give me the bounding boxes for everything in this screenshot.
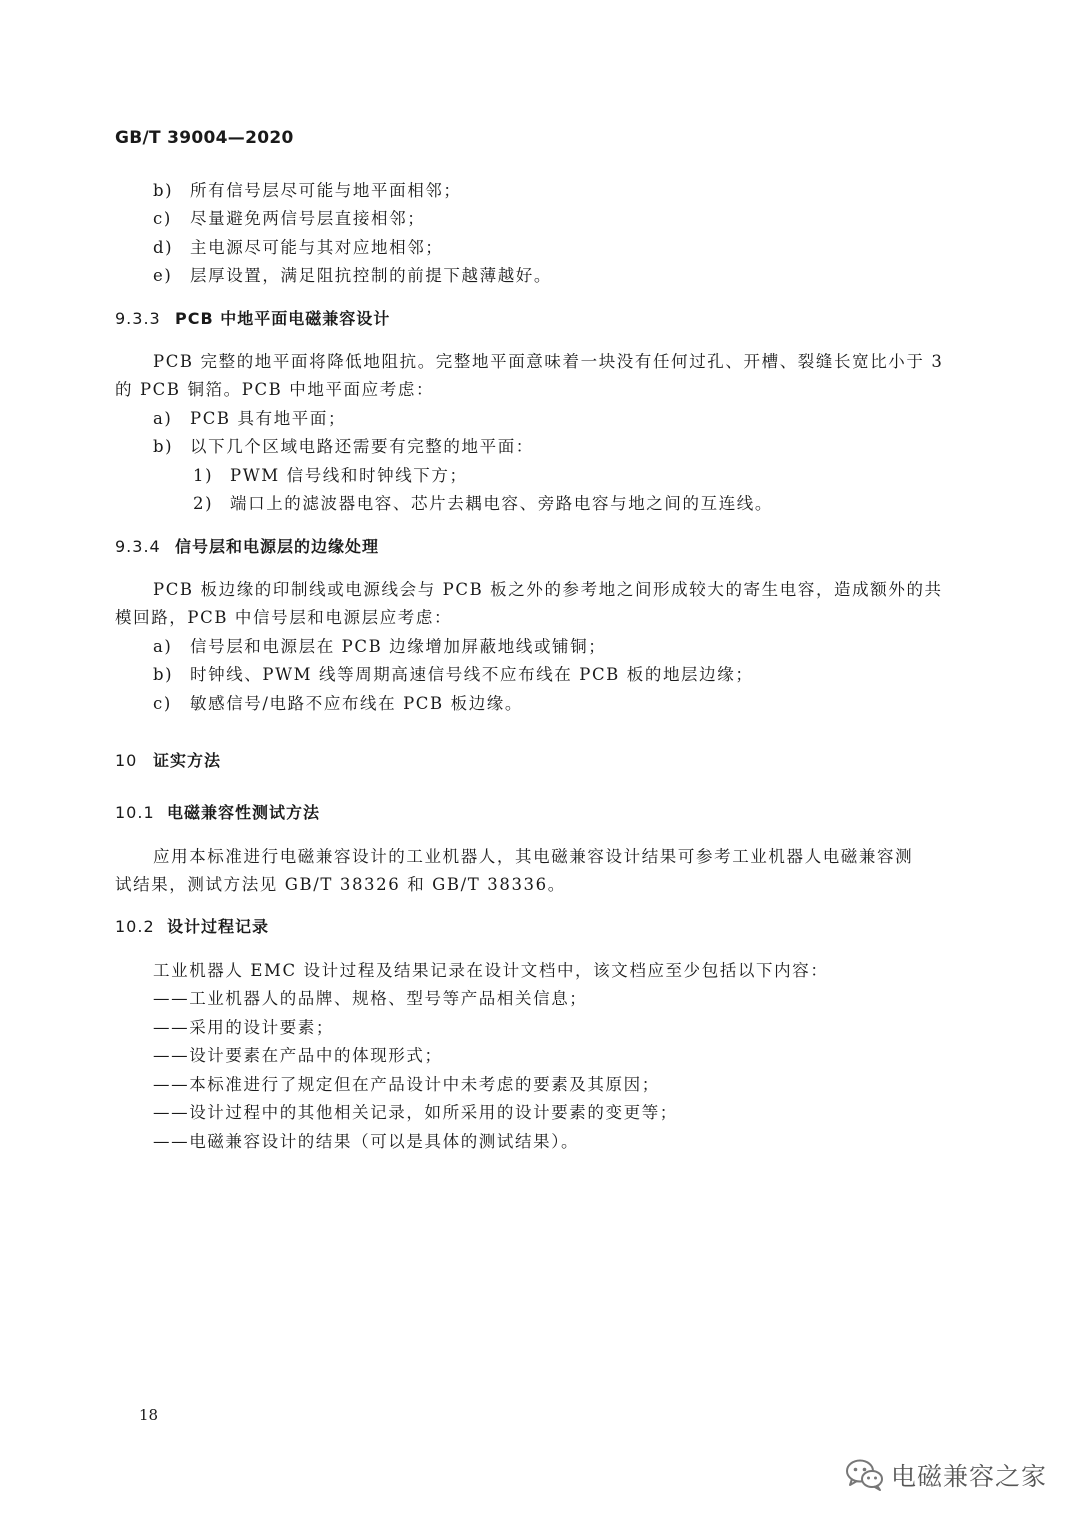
list-text: 信号层和电源层在 PCB 边缘增加屏蔽地线或铺铜；	[190, 637, 607, 656]
paragraph-line: 应用本标准进行电磁兼容设计的工业机器人，其电磁兼容设计结果可参考工业机器人电磁兼容测	[153, 847, 914, 866]
sub-list-item	[193, 494, 773, 514]
list-item	[153, 238, 443, 258]
list-item	[153, 665, 753, 685]
section-heading-10-1	[115, 803, 320, 823]
section-number: 10.1	[115, 803, 155, 822]
list-marker: a)	[153, 637, 173, 656]
section-heading-10	[115, 751, 221, 771]
list-item	[153, 181, 462, 201]
list-marker: c)	[153, 209, 172, 228]
list-text: PCB 具有地平面；	[190, 409, 347, 428]
dash-item: ——设计过程中的其他相关记录，如所采用的设计要素的变更等；	[153, 1103, 678, 1122]
list-marker: b)	[153, 437, 174, 456]
list-marker: a)	[153, 409, 173, 428]
list-marker: 2)	[193, 494, 214, 513]
list-text: 时钟线、PWM 线等周期高速信号线不应布线在 PCB 板的地层边缘；	[190, 665, 754, 684]
list-item	[153, 694, 523, 714]
section-number: 9.3.3	[115, 309, 161, 328]
section-title: 电磁兼容性测试方法	[167, 803, 321, 822]
list-marker: b)	[153, 181, 174, 200]
section-number: 10	[115, 751, 138, 770]
list-text: 主电源尽可能与其对应地相邻；	[190, 238, 444, 257]
section-title: 证实方法	[153, 751, 222, 770]
list-text: 尽量避免两信号层直接相邻；	[190, 209, 426, 228]
paragraph-line: 的 PCB 铜箔。PCB 中地平面应考虑：	[115, 380, 435, 399]
list-item	[153, 409, 346, 429]
list-item	[153, 637, 606, 657]
paragraph-line: PCB 完整的地平面将降低地阻抗。完整地平面意味着一块没有任何过孔、开槽、裂缝长宽比小于 3	[153, 352, 944, 371]
list-item	[153, 266, 552, 286]
list-text: 以下几个区域电路还需要有完整的地平面：	[190, 437, 534, 456]
list-text: PWM 信号线和时钟线下方；	[230, 466, 468, 485]
list-text: 层厚设置，满足阻抗控制的前提下越薄越好。	[190, 266, 552, 285]
watermark	[845, 1455, 1047, 1495]
paragraph-line: 试结果，测试方法见 GB/T 38326 和 GB/T 38336。	[115, 875, 566, 894]
dash-item: ——采用的设计要素；	[153, 1018, 334, 1037]
wechat-icon	[845, 1458, 885, 1492]
section-title: PCB 中地平面电磁兼容设计	[175, 309, 391, 328]
section-title: 信号层和电源层的边缘处理	[175, 537, 380, 556]
document-code: GB/T 39004—2020	[115, 128, 294, 148]
list-text: 端口上的滤波器电容、芯片去耦电容、旁路电容与地之间的互连线。	[230, 494, 773, 513]
paragraph-line: PCB 板边缘的印制线或电源线会与 PCB 板之外的参考地之间形成较大的寄生电容，造成额外的共	[153, 580, 943, 599]
paragraph-line: 工业机器人 EMC 设计过程及结果记录在设计文档中，该文档应至少包括以下内容：	[153, 961, 829, 980]
list-text: 所有信号层尽可能与地平面相邻；	[190, 181, 462, 200]
page-number: 18	[139, 1406, 159, 1424]
section-number: 9.3.4	[115, 537, 161, 556]
watermark-text: 电磁兼容之家	[891, 1462, 1048, 1491]
list-item	[153, 209, 425, 229]
list-marker: 1)	[193, 466, 214, 485]
list-marker: b)	[153, 665, 174, 684]
dash-item: ——工业机器人的品牌、规格、型号等产品相关信息；	[153, 989, 588, 1008]
list-marker: d)	[153, 238, 174, 257]
sub-list-item	[193, 466, 468, 486]
dash-item: ——设计要素在产品中的体现形式；	[153, 1046, 443, 1065]
section-title: 设计过程记录	[167, 917, 270, 936]
section-heading-9-3-4	[115, 537, 379, 557]
list-marker: e)	[153, 266, 173, 285]
section-heading-9-3-3	[115, 309, 390, 329]
section-heading-10-2	[115, 917, 269, 937]
list-item	[153, 437, 534, 457]
paragraph-line: 模回路，PCB 中信号层和电源层应考虑：	[115, 608, 453, 627]
dash-item: ——电磁兼容设计的结果（可以是具体的测试结果）。	[153, 1132, 580, 1151]
list-marker: c)	[153, 694, 172, 713]
dash-item: ——本标准进行了规定但在产品设计中未考虑的要素及其原因；	[153, 1075, 660, 1094]
list-text: 敏感信号/电路不应布线在 PCB 板边缘。	[190, 694, 524, 713]
section-number: 10.2	[115, 917, 155, 936]
